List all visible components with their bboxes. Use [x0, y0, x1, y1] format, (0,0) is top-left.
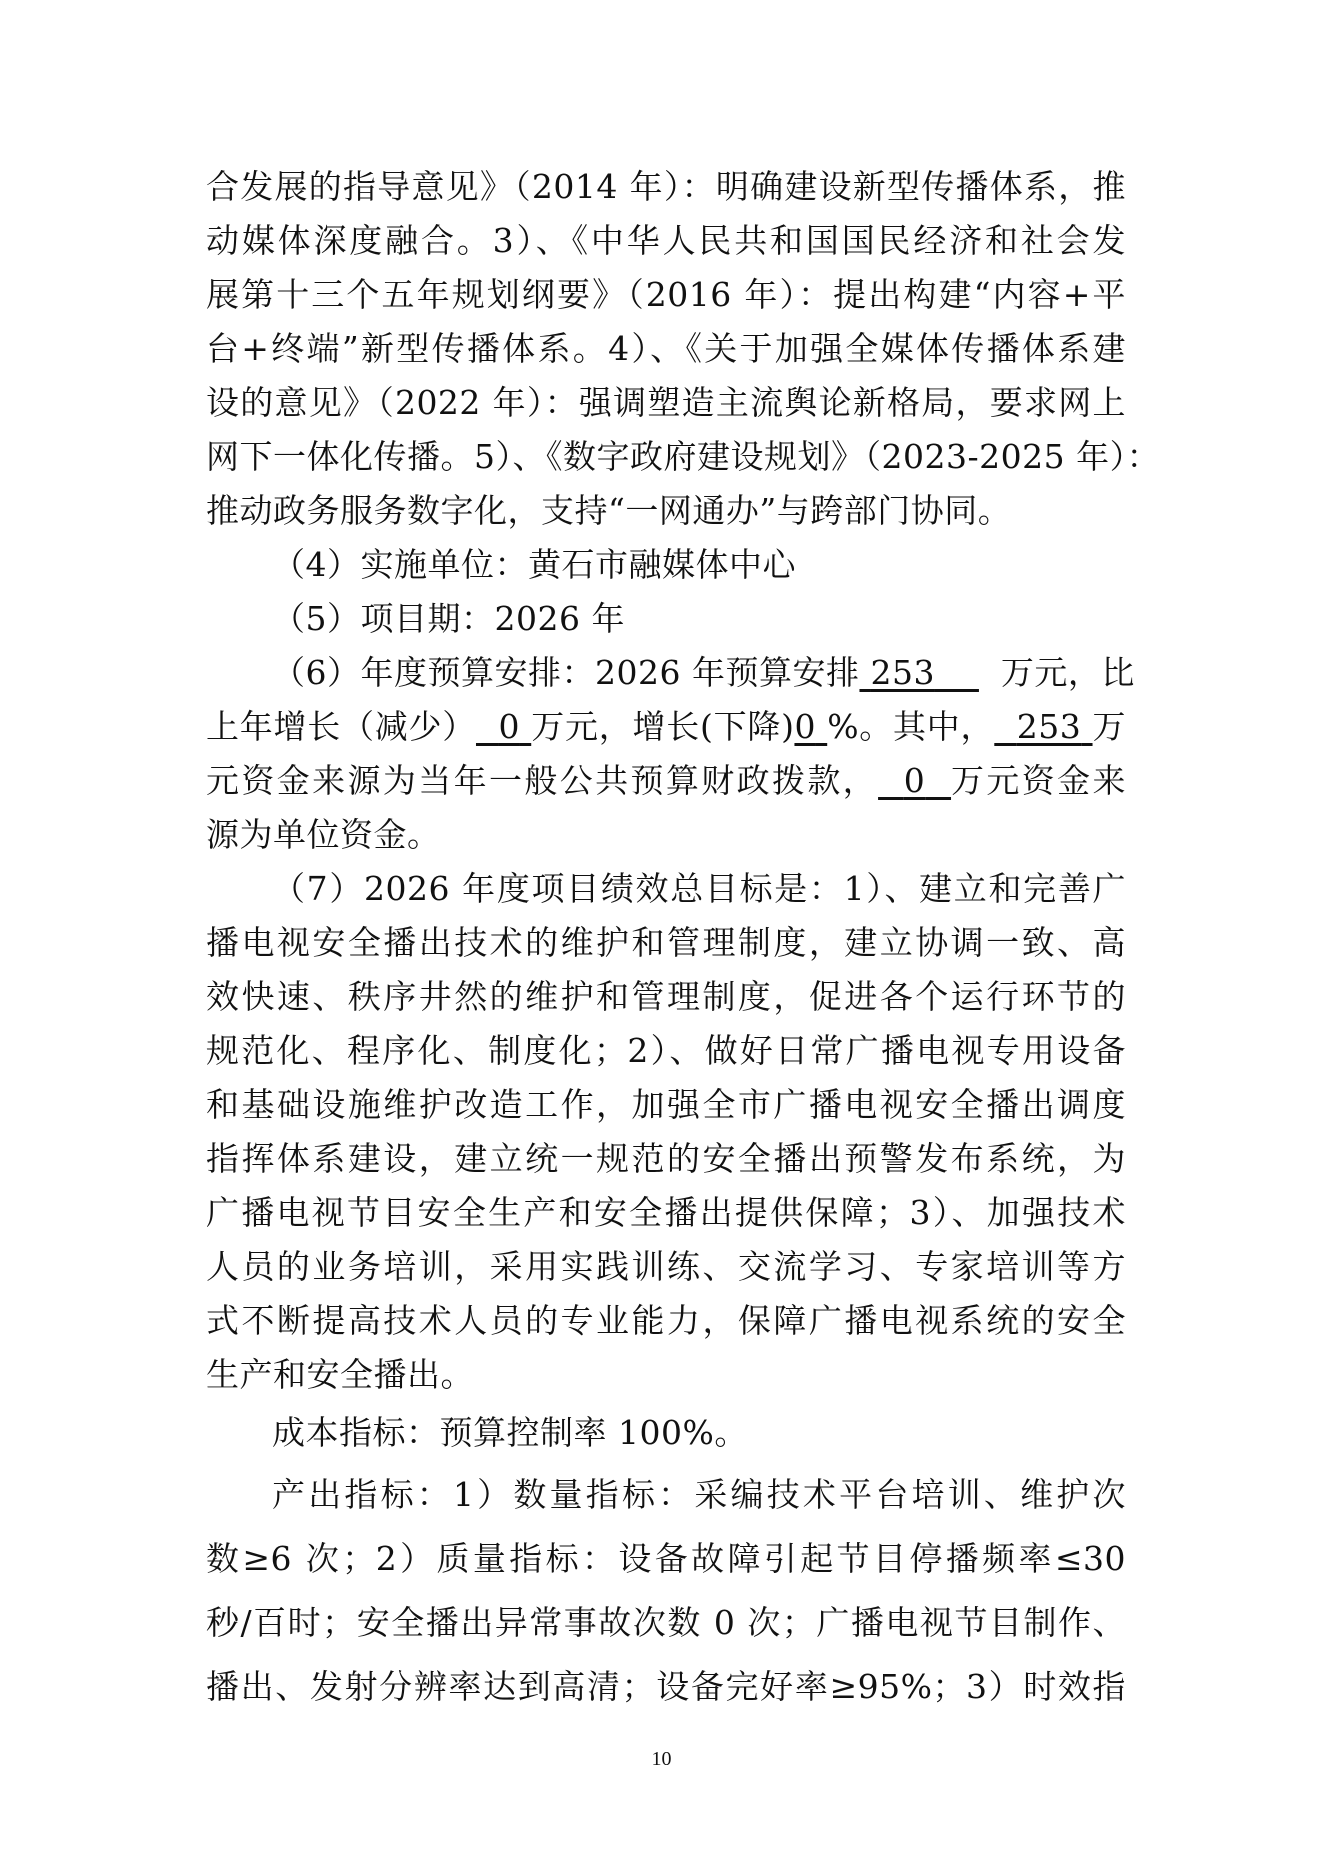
output-line: 产出指标：1）数量指标：采编技术平台培训、维护次 [272, 1475, 1126, 1514]
page-number: 10 [651, 1748, 672, 1770]
budget-amount: 253 [870, 653, 935, 692]
goal-line: 播电视安全播出技术的维护和管理制度，建立协调一致、高 [206, 923, 1126, 962]
budget-line-2: 上年增长（减少） 0 万元，增长(下降)0 %。其中， 253 万 [206, 707, 1127, 746]
goal-line: 效快速、秩序井然的维护和管理制度，促进各个运行环节的 [206, 977, 1126, 1016]
text-line: 网下一体化传播。5）、《数字政府建设规划》（2023-2025 年）： [206, 437, 1161, 476]
goal-line: 规范化、程序化、制度化；2）、做好日常广播电视专用设备 [206, 1031, 1126, 1070]
text-line: 合发展的指导意见》（2014 年）：明确建设新型传播体系，推 [206, 167, 1126, 206]
goal-line: 广播电视节目安全生产和安全播出提供保障；3）、加强技术 [206, 1193, 1126, 1232]
budget-line-4: 源为单位资金。 [206, 815, 441, 854]
budget-fiscal: 253 [1016, 707, 1082, 746]
goal-line: 生产和安全播出。 [206, 1355, 474, 1394]
output-line: 数≥6 次；2）质量指标：设备故障引起节目停播频率≤30 [206, 1539, 1126, 1578]
output-line: 播出、发射分辨率达到高清；设备完好率≥95%；3）时效指 [206, 1667, 1126, 1706]
budget-line-3: 元资金来源为当年一般公共预算财政拨款， 0 万元资金来 [206, 761, 1127, 800]
budget-line-1: （6）年度预算安排：2026 年预算安排 253 万元，比 [272, 653, 1135, 692]
budget-increase: 0 [498, 707, 520, 746]
text-line: 展第十三个五年规划纲要》（2016 年）：提出构建“内容+平 [206, 275, 1126, 314]
text-line: 动媒体深度融合。3）、《中华人民共和国国民经济和社会发 [206, 221, 1126, 260]
text-line: 设的意见》（2022 年）：强调塑造主流舆论新格局，要求网上 [206, 383, 1126, 422]
goal-line: 人员的业务培训，采用实践训练、交流学习、专家培训等方 [206, 1247, 1126, 1286]
text-line: 推动政务服务数字化，支持“一网通办”与跨部门协同。 [206, 491, 1012, 530]
budget-pct: 0 [794, 707, 816, 746]
implementing-unit: （4）实施单位：黄石市融媒体中心 [272, 545, 796, 584]
goal-line: （7）2026 年度项目绩效总目标是：1）、建立和完善广 [272, 869, 1126, 908]
project-period: （5）项目期：2026 年 [272, 599, 625, 638]
cost-indicator: 成本指标：预算控制率 100%。 [272, 1413, 748, 1452]
goal-line: 指挥体系建设，建立统一规范的安全播出预警发布系统，为 [206, 1139, 1126, 1178]
text-line: 台+终端”新型传播体系。4）、《关于加强全媒体传播体系建 [206, 329, 1126, 368]
goal-line: 和基础设施维护改造工作，加强全市广播电视安全播出调度 [206, 1085, 1126, 1124]
goal-line: 式不断提高技术人员的专业能力，保障广播电视系统的安全 [206, 1301, 1126, 1340]
budget-unit-funds: 0 [903, 761, 926, 800]
output-line: 秒/百时；安全播出异常事故次数 0 次；广播电视节目制作、 [206, 1603, 1126, 1642]
